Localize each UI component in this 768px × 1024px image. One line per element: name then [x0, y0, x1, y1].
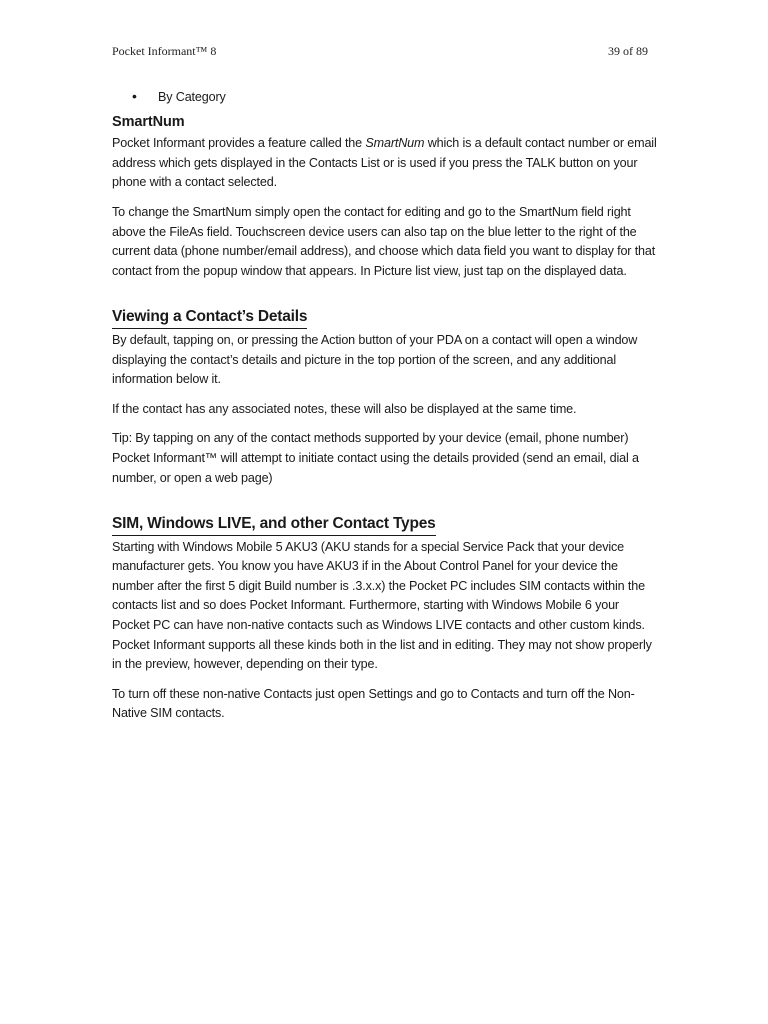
page-header	[112, 44, 648, 59]
smartnum-p1-emphasis: SmartNum	[365, 136, 425, 151]
smartnum-heading: SmartNum	[112, 113, 185, 130]
smartnum-p1-end: which is a default contact number or email address which gets displayed in the Contacts List or is used if you press the TALK button on your phone with a contact selected.	[112, 136, 657, 190]
viewing-paragraph-1: By default, tapping on, or pressing the Action button of your PDA on a contact will open a window displaying the contact’s details and picture in the top portion of the screen, and any additional information below it.	[112, 332, 638, 387]
viewing-details-heading: Viewing a Contact’s Details	[112, 307, 307, 329]
bullet-icon: •	[132, 88, 137, 104]
smartnum-paragraph-1	[112, 134, 657, 193]
contact-types-paragraph-1: Starting with Windows Mobile 5 AKU3 (AKU stands for a special Service Pack that your device manufacturer gets. You know you have AKU3 if in the About Control Panel for your device the number after the first 5 digit Build number is .3.x.x) the Pocket PC includes SIM contacts within the contacts list and so does Pocket Informant. Furthermore, starting with Windows Mobile 6 your Pocket PC can have non-native contacts such as Windows LIVE contacts and other custom kinds. Pocket Informant supports all these kinds both in the list and in editing. They may not show properly in the preview, however, depending on their type.	[112, 539, 652, 672]
viewing-paragraph-2: If the contact has any associated notes, these will also be displayed at the same time.	[112, 401, 577, 416]
bullet-list-item	[132, 87, 657, 108]
smartnum-paragraph-2: To change the SmartNum simply open the contact for editing and go to the SmartNum field right above the FileAs field. Touchscreen device users can also tap on the blue letter to the right of the current data (phone number/email address), and choose which data field you want to display for that contact from the popup window that appears. In Picture list view, just tap on the displayed data.	[112, 204, 656, 278]
page-number: 39 of 89	[608, 44, 648, 58]
smartnum-p1-start: Pocket Informant provides a feature called the	[112, 136, 366, 151]
viewing-tip-paragraph: Tip: By tapping on any of the contact methods supported by your device (email, phone number) Pocket Informant™ will attempt to initiate contact using the details provided (send an email, dial a number, or open a web page)	[112, 431, 639, 485]
contact-types-heading: SIM, Windows LIVE, and other Contact Types	[112, 514, 436, 536]
document-title: Pocket Informant™ 8	[112, 44, 217, 58]
bullet-text: By Category	[158, 90, 226, 104]
contact-types-paragraph-2: To turn off these non-native Contacts just open Settings and go to Contacts and turn off the Non-Native SIM contacts.	[112, 686, 635, 721]
page-content	[112, 87, 657, 734]
